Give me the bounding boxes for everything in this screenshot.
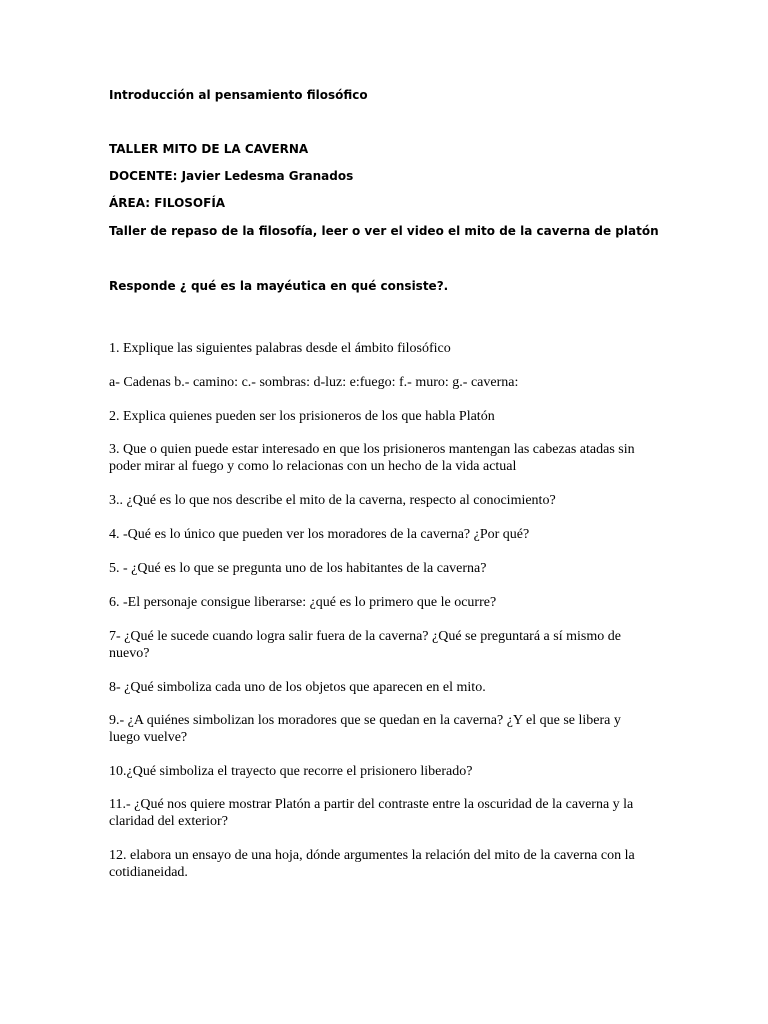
question-9: 9.- ¿A quiénes simbolizan los moradores que se quedan en la caverna? ¿Y el que se libera y luego vuelve? xyxy=(109,713,621,745)
workshop-description: Taller de repaso de la filosofía, leer o ver el video el mito de la caverna de platón xyxy=(109,224,659,238)
question-3b: 3.. ¿Qué es lo que nos describe el mito de la caverna, respecto al conocimiento? xyxy=(109,493,556,508)
question-5: 5. - ¿Qué es lo que se pregunta uno de los habitantes de la caverna? xyxy=(109,561,487,576)
area-line: ÁREA: FILOSOFÍA xyxy=(109,196,226,210)
question-8: 8- ¿Qué simboliza cada uno de los objetos que aparecen en el mito. xyxy=(109,680,486,695)
course-title: Introducción al pensamiento filosófico xyxy=(109,88,368,102)
question-7: 7- ¿Qué le sucede cuando logra salir fuera de la caverna? ¿Qué se preguntará a sí mismo de nuevo? xyxy=(109,629,621,661)
question-4: 4. -Qué es lo único que pueden ver los moradores de la caverna? ¿Por qué? xyxy=(109,527,530,542)
question-6: 6. -El personaje consigue liberarse: ¿qué es lo primero que le ocurre? xyxy=(109,595,497,610)
question-3: 3. Que o quien puede estar interesado en que los prisioneros mantengan las cabezas atadas sin poder mirar al fuego y como lo relacionas con un hecho de la vida actual xyxy=(109,442,635,474)
question-10: 10.¿Qué simboliza el trayecto que recorre el prisionero liberado? xyxy=(109,764,473,779)
question-1-terms: a- Cadenas b.- camino: c.- sombras: d-luz: e:fuego: f.- muro: g.- caverna: xyxy=(109,375,519,390)
teacher-line: DOCENTE: Javier Ledesma Granados xyxy=(109,169,354,183)
question-2: 2. Explica quienes pueden ser los prisioneros de los que habla Platón xyxy=(109,409,495,424)
question-1: 1. Explique las siguientes palabras desde el ámbito filosófico xyxy=(109,341,451,356)
workshop-title: TALLER MITO DE LA CAVERNA xyxy=(109,142,309,156)
question-12: 12. elabora un ensayo de una hoja, dónde argumentes la relación del mito de la caverna con la cotidianeidad. xyxy=(109,848,635,880)
mayeutica-prompt: Responde ¿ qué es la mayéutica en qué consiste?. xyxy=(109,279,449,293)
question-11: 11.- ¿Qué nos quiere mostrar Platón a partir del contraste entre la oscuridad de la caverna y la claridad del exterior? xyxy=(109,797,634,829)
